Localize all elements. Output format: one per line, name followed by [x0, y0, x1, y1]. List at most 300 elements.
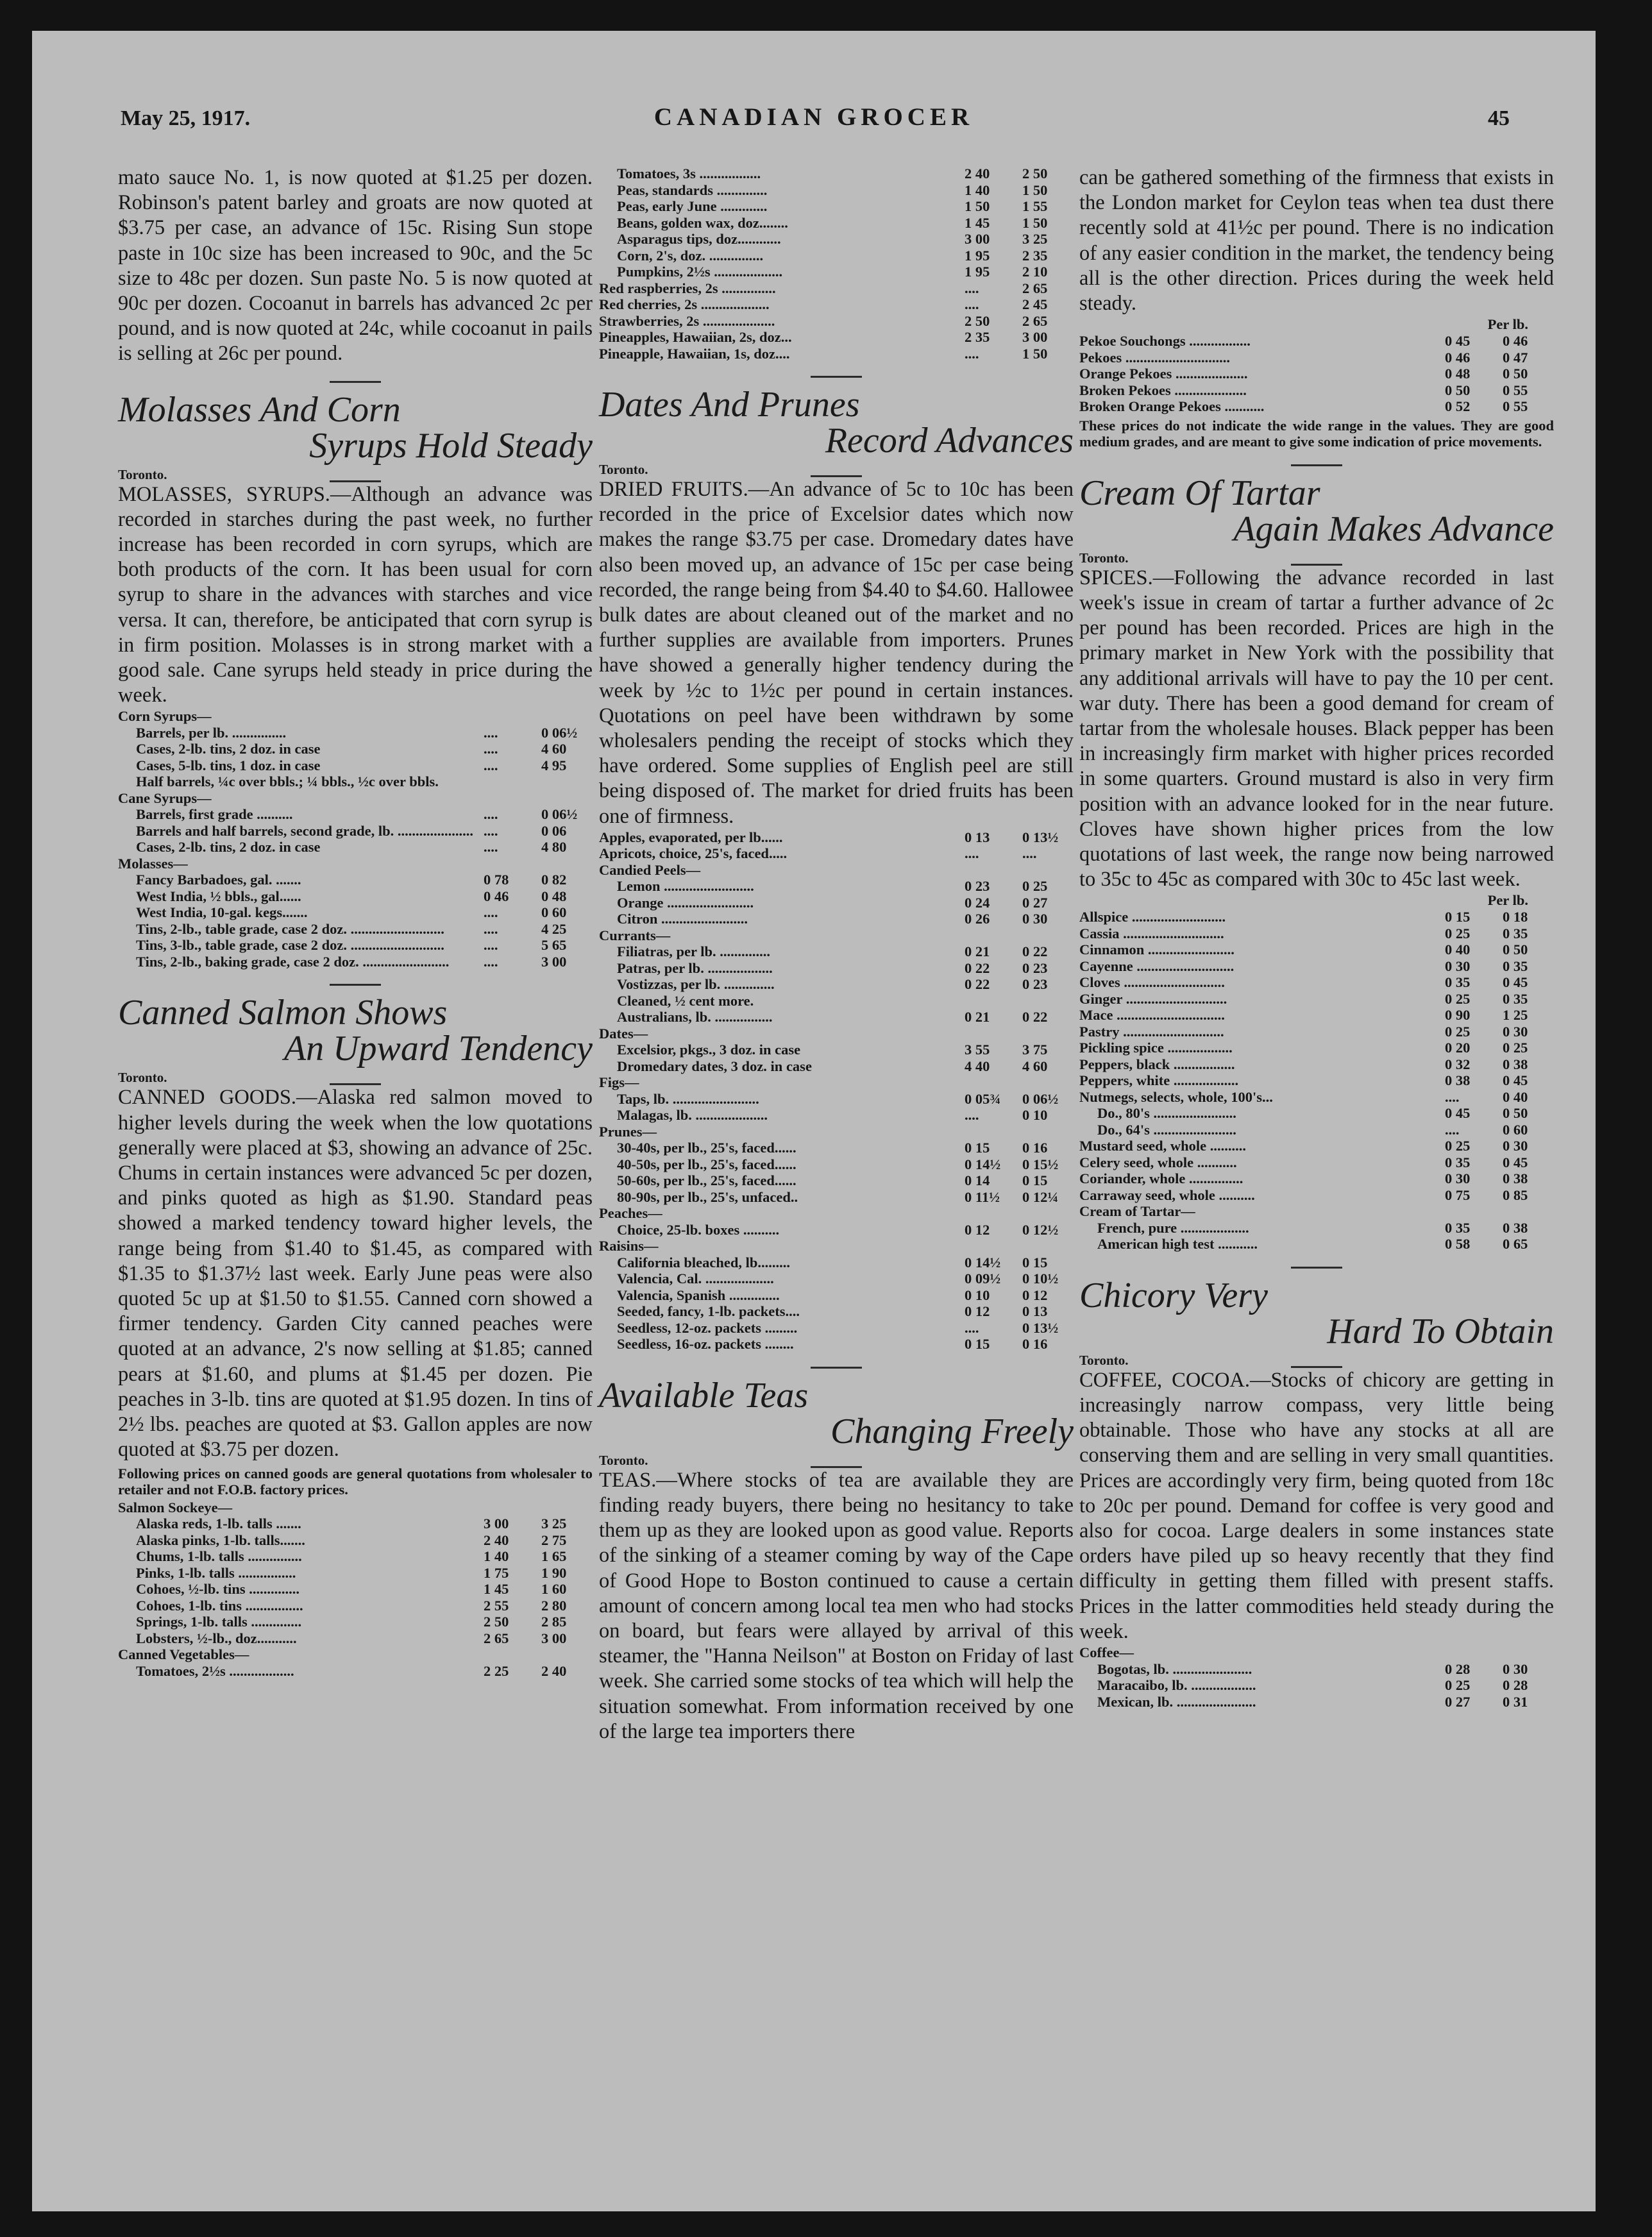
price-high	[1022, 1238, 1074, 1254]
price-low: 1 95	[965, 264, 990, 280]
price-row	[1079, 1661, 1554, 1678]
price-low: ....	[965, 845, 979, 862]
salmon-heading	[118, 995, 593, 1067]
item-name: Peppers, white ..................	[1079, 1072, 1239, 1089]
price-high: 2 10	[1022, 264, 1048, 280]
item-name: Do., 80's .......................	[1097, 1105, 1236, 1122]
price-high: 0 47	[1503, 349, 1528, 366]
price-low: 1 40	[965, 181, 990, 198]
price-high: 0 16	[1022, 1336, 1048, 1353]
price-row	[599, 329, 1074, 346]
price-high: 0 60	[1503, 1121, 1528, 1138]
price-row	[599, 829, 1074, 846]
item-name: Red raspberries, 2s ...............	[599, 280, 776, 296]
price-high: 0 10½	[1022, 1270, 1059, 1287]
section-divider	[330, 984, 381, 986]
price-row	[599, 878, 1074, 895]
price-low: ....	[484, 757, 498, 773]
price-low: 0 15	[965, 1336, 990, 1353]
price-high: 0 27	[1022, 894, 1048, 911]
price-high: 0 16	[1022, 1140, 1048, 1156]
item-name: Tomatoes, 2½s ..................	[136, 1662, 294, 1679]
price-row	[118, 773, 593, 790]
item-name: Peas, early June .............	[617, 198, 768, 214]
price-high: 0 13½	[1022, 1319, 1059, 1336]
item-name: West India, 10-gal. kegs.......	[136, 904, 308, 921]
price-row	[1079, 333, 1554, 350]
item-name: Pickling spice ..................	[1079, 1040, 1233, 1056]
item-name: Cloves ............................	[1079, 974, 1225, 991]
price-low: ....	[965, 345, 979, 362]
price-high: 0 25	[1503, 1040, 1528, 1056]
item-name: Pastry ............................	[1079, 1023, 1224, 1040]
price-high	[541, 1499, 593, 1516]
price-high: 0 06	[541, 822, 567, 839]
item-name: Barrels and half barrels, second grade, lb. .....................	[136, 822, 474, 839]
price-low: 0 58	[1445, 1236, 1471, 1253]
item-name: Peppers, black .................	[1079, 1056, 1235, 1072]
price-high: 0 28	[1503, 1677, 1528, 1694]
price-high	[1503, 1644, 1554, 1661]
item-name: Celery seed, whole ...........	[1079, 1154, 1237, 1170]
item-name: Lobsters, ½-lb., doz...........	[136, 1630, 297, 1646]
price-low: 2 50	[965, 312, 990, 329]
item-name: Molasses—	[118, 855, 188, 872]
price-high: 2 45	[1022, 296, 1048, 312]
price-row	[1079, 350, 1554, 366]
item-name: Figs—	[599, 1074, 639, 1091]
price-row	[599, 1336, 1074, 1353]
price-high: 0 35	[1503, 990, 1528, 1007]
price-row	[1079, 382, 1554, 399]
price-high: 0 06½	[541, 806, 578, 823]
price-row	[118, 1614, 593, 1630]
teas-heading	[599, 1375, 1074, 1451]
price-low: 0 25	[1445, 990, 1471, 1007]
price-row	[1079, 1203, 1554, 1220]
price-low: 0 26	[965, 911, 990, 927]
item-name: Red cherries, 2s ...................	[599, 296, 770, 312]
price-high	[1022, 862, 1074, 879]
price-row	[599, 1107, 1074, 1124]
item-name: Cohoes, ½-lb. tins ..............	[136, 1581, 300, 1597]
price-high: 0 12	[1022, 1287, 1048, 1303]
item-name: Tins, 2-lb., table grade, case 2 doz. ..........................	[136, 920, 444, 937]
section-divider	[330, 381, 381, 383]
per-lb-header: Per lb.	[1487, 892, 1528, 909]
item-name: Pinks, 1-lb. talls ................	[136, 1564, 296, 1581]
price-high: 0 12¼	[1022, 1188, 1059, 1205]
price-low: 0 32	[1445, 1056, 1471, 1072]
price-row	[599, 1140, 1074, 1156]
item-name: Dromedary dates, 3 doz. in case	[617, 1058, 812, 1074]
price-row	[118, 954, 593, 970]
price-high	[1022, 927, 1074, 944]
price-low	[484, 773, 541, 790]
price-row	[118, 1581, 593, 1598]
price-low: 0 05¾	[965, 1090, 1001, 1107]
price-row	[118, 1515, 593, 1532]
price-high: 0 15	[1022, 1254, 1048, 1270]
item-name: Mexican, lb. ......................	[1097, 1693, 1256, 1710]
item-name: Pineapples, Hawaiian, 2s, doz...	[599, 329, 792, 345]
price-high: 3 00	[541, 953, 567, 970]
price-high: 0 12½	[1022, 1221, 1059, 1238]
molasses-heading	[118, 389, 593, 466]
price-row	[1079, 974, 1554, 991]
price-low: 0 20	[1445, 1040, 1471, 1056]
item-name: Citron ........................	[617, 911, 748, 927]
price-high: 2 65	[1022, 280, 1048, 296]
item-name: Broken Orange Pekoes ...........	[1079, 398, 1265, 415]
price-low: 1 45	[965, 214, 990, 231]
price-low	[965, 993, 1022, 1009]
publication-title: CANADIAN GROCER	[653, 103, 974, 131]
price-high: 5 65	[541, 937, 567, 954]
heading-line-1: Cream Of Tartar	[1079, 473, 1320, 513]
item-name: Ginger ............................	[1079, 990, 1227, 1007]
price-row	[1079, 1024, 1554, 1040]
price-high: 0 25	[1022, 878, 1048, 895]
price-high: 1 55	[1022, 198, 1048, 214]
price-row	[599, 1303, 1074, 1320]
price-low: 0 15	[1445, 909, 1471, 925]
price-high: ....	[1022, 845, 1037, 862]
price-low: 1 75	[484, 1564, 509, 1581]
price-high: 4 60	[1022, 1058, 1048, 1074]
item-name: Nutmegs, selects, whole, 100's...	[1079, 1088, 1273, 1105]
item-name: Tomatoes, 3s .................	[617, 165, 761, 181]
price-row	[118, 1499, 593, 1516]
price-high: 0 55	[1503, 398, 1528, 415]
price-low: 0 22	[965, 976, 990, 993]
item-name: Canned Vegetables—	[118, 1646, 249, 1662]
price-low: 1 95	[965, 247, 990, 264]
price-row	[599, 845, 1074, 862]
price-row	[1079, 909, 1554, 925]
price-low	[484, 790, 541, 807]
price-high: 2 75	[541, 1532, 567, 1548]
item-name: Australians, lb. ................	[617, 1009, 773, 1026]
price-high: 4 25	[541, 920, 567, 937]
item-name: Coffee—	[1079, 1644, 1134, 1661]
price-low	[965, 1124, 1022, 1140]
price-row	[118, 904, 593, 921]
price-row	[599, 231, 1074, 248]
heading-line-2: Again Makes Advance	[1233, 509, 1554, 549]
price-high	[1022, 1026, 1074, 1042]
price-low: 0 40	[1445, 941, 1471, 958]
item-name: Tins, 3-lb., table grade, case 2 doz. ..........................	[136, 937, 444, 954]
price-row	[1079, 941, 1554, 958]
price-low: ....	[965, 280, 979, 296]
price-high: 0 60	[541, 904, 567, 921]
item-name: Alaska pinks, 1-lb. talls.......	[136, 1532, 305, 1548]
price-high: 0 45	[1503, 1072, 1528, 1089]
price-high: 0 10	[1022, 1107, 1048, 1124]
item-name: Alaska reds, 1-lb. talls .......	[136, 1515, 301, 1532]
price-row	[118, 856, 593, 872]
price-row	[118, 937, 593, 954]
price-high: 0 45	[1503, 1154, 1528, 1170]
price-high: 0 46	[1503, 333, 1528, 350]
dates-heading	[599, 387, 1074, 459]
price-high: 0 23	[1022, 959, 1048, 976]
column-3	[1079, 165, 1554, 1710]
price-low: 0 78	[484, 872, 509, 888]
price-table	[599, 829, 1074, 1353]
dateline: Toronto.	[599, 462, 648, 477]
price-low: 0 12	[965, 1221, 990, 1238]
price-row	[599, 1091, 1074, 1108]
price-low: 2 50	[484, 1614, 509, 1630]
price-high: 2 40	[541, 1662, 567, 1679]
price-row	[1079, 1220, 1554, 1237]
price-high: 0 35	[1503, 958, 1528, 974]
price-high: 0 85	[1503, 1186, 1528, 1203]
price-high: 0 06½	[541, 724, 578, 741]
issue-date: May 25, 1917.	[121, 106, 251, 130]
price-low: 1 40	[484, 1548, 509, 1564]
item-name: Candied Peels—	[599, 861, 701, 878]
item-name: Cane Syrups—	[118, 789, 212, 806]
item-name: Seedless, 12-oz. packets .........	[617, 1319, 798, 1336]
item-name: Taps, lb. ........................	[617, 1090, 759, 1107]
price-row	[1079, 1072, 1554, 1089]
item-name: Cayenne ...........................	[1079, 958, 1235, 974]
price-low: 0 52	[1445, 398, 1471, 415]
item-name: Filiatras, per lb. ..............	[617, 943, 770, 960]
price-low: 2 40	[484, 1532, 509, 1548]
price-row	[1079, 1187, 1554, 1204]
item-name: Apricots, choice, 25's, faced.....	[599, 845, 788, 862]
price-low	[1445, 1203, 1503, 1220]
price-low	[484, 1646, 541, 1663]
price-low: 0 14½	[965, 1254, 1001, 1270]
price-low: ....	[484, 904, 498, 921]
price-row	[1079, 1089, 1554, 1106]
price-row	[599, 976, 1074, 993]
item-name: Mace ..............................	[1079, 1007, 1225, 1024]
price-high	[541, 790, 593, 807]
price-low: 0 22	[965, 959, 990, 976]
price-high: 0 38	[1503, 1056, 1528, 1072]
price-high: 0 22	[1022, 943, 1048, 960]
price-row	[1079, 398, 1554, 415]
price-high: 0 50	[1503, 366, 1528, 382]
price-high: 0 55	[1503, 382, 1528, 398]
price-low: 0 21	[965, 943, 990, 960]
item-name: 80-90s, per lb., 25's, unfaced..	[617, 1188, 798, 1205]
price-high: 0 30	[1503, 1138, 1528, 1154]
item-name: Choice, 25-lb. boxes ..........	[617, 1221, 780, 1238]
price-low	[965, 1238, 1022, 1254]
price-low: 0 27	[1445, 1693, 1471, 1710]
price-high: 2 35	[1022, 247, 1048, 264]
item-name: Fancy Barbadoes, gal. .......	[136, 872, 301, 888]
molasses-body: MOLASSES, SYRUPS.—Although an advance was recorded in starches during the past week, no further increase has been recorded in corn syrups, which are both products of the corn. It has been usual for corn syrup to share in the advances with starches and vice versa. It can, therefore, be anticipated that corn syrup is in firm position. Molasses is in strong market with a good sale. Cane syrups held steady in price during the week.	[118, 482, 593, 707]
price-high: 0 50	[1503, 941, 1528, 958]
price-low	[484, 856, 541, 872]
price-row	[599, 1026, 1074, 1042]
heading-line-1: Canned Salmon Shows	[118, 993, 448, 1033]
price-row	[1079, 1122, 1554, 1138]
price-low: ....	[1445, 1121, 1460, 1138]
price-row	[118, 757, 593, 774]
price-low: ....	[484, 806, 498, 823]
price-low: 0 25	[1445, 925, 1471, 941]
price-low: 0 14	[965, 1172, 990, 1189]
item-name: Broken Pekoes ....................	[1079, 382, 1247, 398]
item-name: Seeded, fancy, 1-lb. packets....	[617, 1303, 800, 1320]
price-low: 0 48	[1445, 366, 1471, 382]
item-name: Cinnamon ........................	[1079, 941, 1235, 958]
price-high: 0 40	[1503, 1088, 1528, 1105]
price-row	[118, 888, 593, 905]
tartar-body: SPICES.—Following the advance recorded in last week's issue in cream of tartar a further advance of 2c per pound has been recorded. Prices are high in the primary market in New York with the possibility that any additional arrivals will have to pay the 10 per cent. war duty. There has been a good demand for cream of tartar from the wholesale houses. Black pepper has been in increasingly firm market with higher prices recorded in some quarters. Ground mustard is also in very firm position with an advance looked for in the near future. Cloves have shown higher prices from the low quotations of last week, the range now being narrowed to 35c to 45c as compared with 30c to 45c last week.	[1079, 566, 1554, 891]
per-lb-header: Per lb.	[1487, 316, 1528, 333]
item-name: 40-50s, per lb., 25's, faced......	[617, 1156, 796, 1172]
price-low: 0 45	[1445, 1105, 1471, 1122]
item-name: Raisins—	[599, 1238, 659, 1254]
price-row	[599, 182, 1074, 199]
item-name: Pumpkins, 2½s ...................	[617, 264, 783, 280]
price-high: 3 00	[1022, 329, 1048, 345]
price-low	[484, 1499, 541, 1516]
price-row	[118, 823, 593, 840]
price-high: 0 38	[1503, 1170, 1528, 1187]
price-low: 0 24	[965, 894, 990, 911]
price-high: 0 18	[1503, 909, 1528, 925]
price-high: 0 30	[1503, 1660, 1528, 1677]
item-name: Dates—	[599, 1025, 648, 1042]
price-row	[1079, 1644, 1554, 1661]
price-low: 0 35	[1445, 974, 1471, 991]
item-name: Valencia, Cal. ...................	[617, 1270, 774, 1287]
item-name: Currants—	[599, 927, 671, 943]
item-name: Valencia, Spanish ..............	[617, 1287, 780, 1303]
price-low: 3 55	[965, 1042, 990, 1058]
price-row	[599, 198, 1074, 215]
item-name: Excelsior, pkgs., 3 doz. in case	[617, 1042, 801, 1058]
item-name: Tins, 2-lb., baking grade, case 2 doz. ........................	[136, 953, 450, 970]
item-name: Pekoes .............................	[1079, 349, 1230, 366]
item-name: Peaches—	[599, 1205, 662, 1222]
price-low: 0 38	[1445, 1072, 1471, 1089]
dates-body: DRIED FRUITS.—An advance of 5c to 10c has been recorded in the price of Excelsior dates which now makes the range $3.75 per case. Dromedary dates have also been moved up, an advance of 15c per case being recorded, the range being from $4.40 to $4.60. Hallowee bulk dates are about cleaned out of the market and no further supplies are available from importers. Prunes have showed a generally higher tendency during the week by ½c to 1½c per pound in certain instances. Quotations on peel have been withdrawn by some wholesalers pending the receipt of stocks which they have ordered. Some supplies of English peel are still being disposed of. The market for dried fruits has been one of firmness.	[599, 478, 1074, 828]
column-2	[599, 165, 1074, 1744]
price-low: 2 55	[484, 1597, 509, 1614]
price-row	[1079, 1056, 1554, 1073]
price-low: 0 15	[965, 1140, 990, 1156]
item-name: Cases, 2-lb. tins, 2 doz. in case	[136, 839, 321, 856]
chicory-body: COFFEE, COCOA.—Stocks of chicory are getting in increasingly narrow compass, very little being obtainable. Those who have any stocks at all are conserving them and are selling in very small quantities. Prices are accordingly very firm, being quoted from 18c to 20c per pound. Demand for coffee is very good and also for cocoa. Large dealers in some instances state orders have piled up so heavy recently that they find difficulty in getting them filled with present staffs. Prices in the latter commodities held steady during the week.	[1079, 1368, 1554, 1643]
price-high: 0 38	[1503, 1219, 1528, 1236]
price-low: 0 11½	[965, 1188, 1000, 1205]
price-low: 0 46	[1445, 349, 1471, 366]
price-high: 0 35	[1503, 925, 1528, 941]
teas-continuation: can be gathered something of the firmness that exists in the London market for Ceylon teas when tea dust there recently sold at 41½c per pound. There is no indication of any easier condition in the market, the tendency being all is the other direction. Prices during the week held steady.	[1079, 166, 1554, 316]
price-row	[1079, 991, 1554, 1008]
price-high: 0 23	[1022, 976, 1048, 993]
price-row	[599, 1009, 1074, 1026]
price-high: 0 50	[1503, 1105, 1528, 1122]
section-divider	[1291, 1267, 1342, 1269]
price-row	[599, 1156, 1074, 1173]
price-low: 0 30	[1445, 1170, 1471, 1187]
price-table	[1079, 909, 1554, 1253]
price-low: 0 90	[1445, 1007, 1471, 1024]
item-name: Cleaned, ½ cent more.	[617, 992, 754, 1009]
item-name: Seedless, 16-oz. packets ........	[617, 1336, 794, 1353]
price-row	[118, 1630, 593, 1647]
price-low: 0 14½	[965, 1156, 1001, 1172]
price-row	[118, 1646, 593, 1663]
heading-line-2: An Upward Tendency	[283, 1029, 593, 1069]
item-name: Patras, per lb. ..................	[617, 959, 773, 976]
item-name: Barrels, first grade ..........	[136, 806, 293, 823]
price-row	[118, 1565, 593, 1582]
price-table	[118, 1499, 593, 1680]
item-name: West India, ½ bbls., gal......	[136, 888, 301, 904]
page-number: 45	[1488, 106, 1510, 130]
price-high	[1022, 1124, 1074, 1140]
price-low	[1445, 1644, 1503, 1661]
price-row	[118, 806, 593, 823]
price-note: These prices do not indicate the wide range in the values. They are good medium grades, and are meant to give some indication of price movements.	[1079, 417, 1554, 450]
price-row	[599, 215, 1074, 232]
price-high: 2 80	[541, 1597, 567, 1614]
teas-body: TEAS.—Where stocks of tea are available they are finding ready buyers, there being no hesitancy to take them up as they are looked upon as good value. Reports of the sinking of a steamer coming by way of the Cape of Good Hope to Boston continued to cause a certain amount of concern among local tea men who had stocks on board, but fears were allayed by arrival of this steamer, the "Hanna Neilson" at Boston on Friday of last week. She carried some stocks of tea which will help the situation somewhat. From information received by one of the large tea importers there	[599, 1468, 1074, 1743]
price-low: 0 12	[965, 1303, 990, 1320]
price-row	[599, 313, 1074, 330]
price-low	[965, 862, 1022, 879]
price-high: 2 85	[541, 1614, 567, 1630]
price-high: 1 50	[1022, 214, 1048, 231]
price-high	[541, 856, 593, 872]
price-high: 2 65	[1022, 312, 1048, 329]
item-name: Barrels, per lb. ...............	[136, 724, 287, 741]
salmon-body: CANNED GOODS.—Alaska red salmon moved to higher levels during the week when the low quotations generally were placed at $3, showing an advance of 25c. Chums in certain instances were advanced 5c per dozen, and pinks quoted as high as $1.90. Standard peas showed a marked tendency toward higher levels, the range being from $1.40 to $1.45, as compared with $1.35 to $1.37½ last week. Early June peas were also quoted 5c up at $1.50 to $1.55. Canned corn showed a firmer tendency. Garden City canned peaches were quoted at an advance, 2's now selling at $1.85; canned pears at $1.60, and plums at $1.45 per dozen. Pie peaches in 3-lb. tins are quoted at $1.95 dozen. In tins of 2½ lbs. peaches are quoted at $3. Gallon apples are now quoted at $3.75 per dozen.	[118, 1086, 593, 1462]
price-high: 3 75	[1022, 1042, 1048, 1058]
price-high: 0 15½	[1022, 1156, 1059, 1172]
heading-line-2: Changing Freely	[830, 1411, 1074, 1451]
price-row	[599, 862, 1074, 879]
price-row	[1079, 1040, 1554, 1056]
price-low	[484, 708, 541, 725]
price-row	[1079, 1677, 1554, 1694]
price-low: 0 75	[1445, 1186, 1471, 1203]
price-row	[118, 1548, 593, 1565]
price-high: 1 90	[541, 1564, 567, 1581]
item-name: 30-40s, per lb., 25's, faced......	[617, 1140, 796, 1156]
price-high: 0 82	[541, 872, 567, 888]
price-row	[599, 346, 1074, 362]
item-name: Asparagus tips, doz............	[617, 231, 781, 247]
price-high: 0 30	[1022, 911, 1048, 927]
price-row	[599, 1238, 1074, 1254]
price-row	[599, 895, 1074, 911]
dateline: Toronto.	[599, 1452, 648, 1468]
item-name: Do., 64's .......................	[1097, 1121, 1236, 1138]
price-high: 0 15	[1022, 1172, 1048, 1189]
price-low: ....	[484, 839, 498, 856]
price-table	[1079, 1644, 1554, 1710]
item-name: Apples, evaporated, per lb......	[599, 829, 783, 845]
price-row	[1079, 1170, 1554, 1187]
price-high: 4 80	[541, 839, 567, 856]
price-low: 0 28	[1445, 1660, 1471, 1677]
